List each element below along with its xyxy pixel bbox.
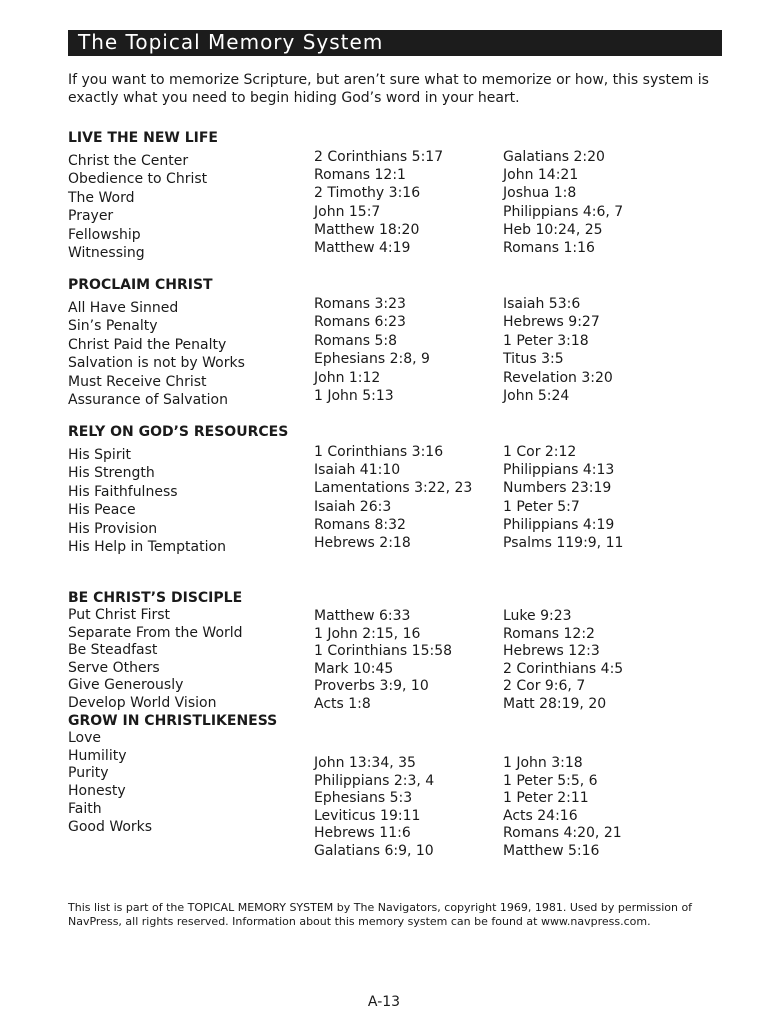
topic-item: Give Generously bbox=[68, 677, 184, 694]
verse-reference: 2 Corinthians 5:17 bbox=[314, 149, 444, 165]
topic-item: Salvation is not by Works bbox=[68, 355, 245, 372]
verse-reference: 1 Corinthians 3:16 bbox=[314, 444, 444, 460]
verse-reference: 1 John 3:18 bbox=[503, 755, 583, 771]
topic-item: Separate From the World bbox=[68, 624, 243, 641]
verse-reference: Titus 3:5 bbox=[503, 351, 564, 368]
topic-item: Assurance of Salvation bbox=[68, 392, 228, 409]
topic-item: Develop World Vision bbox=[68, 694, 217, 711]
intro-paragraph: If you want to memorize Scripture, but aren’t sure what to memorize or how, this system is exactly what you need to begin hiding God’s word in your heart. bbox=[68, 72, 709, 106]
verse-reference: 1 Peter 2:11 bbox=[503, 790, 589, 807]
verse-list-b-be-christs-disciple bbox=[503, 608, 623, 714]
verse-reference: Revelation 3:20 bbox=[503, 369, 613, 386]
topic-item: Christ the Center bbox=[68, 153, 189, 169]
verse-reference: Isaiah 53:6 bbox=[503, 296, 581, 312]
verse-reference: John 13:34, 35 bbox=[314, 755, 416, 771]
verse-list-a-proclaim-christ bbox=[314, 295, 430, 405]
verse-reference: John 5:24 bbox=[503, 388, 570, 405]
verse-reference: Romans 4:20, 21 bbox=[503, 825, 622, 842]
verse-list-a-live-the-new-life bbox=[314, 148, 443, 257]
verse-list-a-grow-in-christlikeness bbox=[314, 755, 434, 861]
topic-item: Good Works bbox=[68, 818, 153, 835]
verse-reference: 1 John 5:13 bbox=[314, 388, 394, 405]
verse-reference: Matthew 4:19 bbox=[314, 240, 411, 257]
topic-item: His Strength bbox=[68, 465, 155, 482]
verse-reference: Psalms 119:9, 11 bbox=[503, 535, 624, 552]
verse-reference: 2 Corinthians 4:5 bbox=[503, 660, 624, 677]
section-heading-live-the-new-life: LIVE THE NEW LIFE bbox=[68, 130, 218, 146]
topic-item: Sin’s Penalty bbox=[68, 318, 158, 335]
topic-item: Witnessing bbox=[68, 245, 145, 262]
topic-list-proclaim-christ bbox=[68, 299, 245, 409]
topic-item: His Spirit bbox=[68, 447, 131, 463]
topic-item: His Help in Temptation bbox=[68, 539, 226, 556]
verse-reference: Philippians 4:13 bbox=[503, 462, 615, 479]
topic-item: Love bbox=[68, 730, 102, 746]
verse-reference: Luke 9:23 bbox=[503, 608, 572, 624]
verse-list-b-live-the-new-life bbox=[503, 148, 623, 257]
verse-reference: Romans 5:8 bbox=[314, 332, 398, 349]
verse-reference: Acts 24:16 bbox=[503, 807, 578, 824]
page-title: The Topical Memory System bbox=[78, 30, 384, 54]
verse-reference: 1 Cor 2:12 bbox=[503, 444, 577, 460]
verse-reference: Romans 6:23 bbox=[314, 314, 406, 331]
verse-reference: 2 Timothy 3:16 bbox=[314, 185, 421, 202]
topic-list-grow-in-christlikeness bbox=[68, 730, 152, 836]
verse-reference: Matt 28:19, 20 bbox=[503, 695, 607, 712]
verse-reference: Ephesians 5:3 bbox=[314, 790, 413, 807]
verse-reference: Romans 3:23 bbox=[314, 296, 406, 312]
verse-reference: Hebrews 2:18 bbox=[314, 535, 411, 552]
topic-item: The Word bbox=[68, 189, 135, 206]
verse-reference: Philippians 2:3, 4 bbox=[314, 772, 435, 789]
verse-reference: 1 Peter 3:18 bbox=[503, 332, 589, 349]
topic-item: Prayer bbox=[68, 208, 114, 225]
verse-reference: 1 John 2:15, 16 bbox=[314, 625, 421, 642]
section-heading-rely-on-gods-resources: RELY ON GOD’S RESOURCES bbox=[68, 424, 289, 440]
verse-reference: Isaiah 41:10 bbox=[314, 462, 401, 479]
topic-item: Christ Paid the Penalty bbox=[68, 336, 227, 353]
verse-reference: Heb 10:24, 25 bbox=[503, 221, 603, 238]
topic-item: Purity bbox=[68, 765, 109, 782]
title-bar bbox=[68, 30, 722, 56]
verse-list-a-rely-on-gods-resources bbox=[314, 443, 472, 552]
verse-reference: Ephesians 2:8, 9 bbox=[314, 351, 430, 368]
verse-reference: John 15:7 bbox=[314, 203, 381, 220]
copyright-note: This list is part of the TOPICAL MEMORY SYSTEM by The Navigators, copyright 1969, 1981. Used by permission of NavPress, all rights reserved. Information about this memory system can be found at www.navpress.com. bbox=[68, 901, 693, 928]
topic-item: All Have Sinned bbox=[68, 300, 179, 316]
topic-list-live-the-new-life bbox=[68, 152, 207, 262]
verse-reference: Hebrews 11:6 bbox=[314, 825, 411, 842]
topic-item: His Faithfulness bbox=[68, 483, 178, 500]
verse-reference: Mark 10:45 bbox=[314, 660, 394, 677]
topic-list-be-christs-disciple bbox=[68, 607, 243, 713]
verse-reference: Romans 8:32 bbox=[314, 516, 406, 533]
verse-reference: Romans 12:1 bbox=[314, 167, 406, 184]
verse-list-b-proclaim-christ bbox=[503, 295, 613, 405]
verse-reference: Hebrews 12:3 bbox=[503, 643, 600, 660]
verse-list-a-be-christs-disciple bbox=[314, 608, 452, 714]
topic-item: His Peace bbox=[68, 502, 136, 519]
verse-reference: Leviticus 19:11 bbox=[314, 807, 421, 824]
verse-reference: Matthew 5:16 bbox=[503, 842, 600, 859]
page-number: A-13 bbox=[367, 994, 401, 1010]
verse-reference: Numbers 23:19 bbox=[503, 480, 612, 497]
verse-list-b-rely-on-gods-resources bbox=[503, 443, 623, 552]
section-heading-grow-in-christlikeness: GROW IN CHRISTLIKENESS bbox=[68, 713, 278, 729]
topic-item: Serve Others bbox=[68, 659, 160, 676]
topic-item: Honesty bbox=[68, 783, 126, 800]
verse-reference: Philippians 4:19 bbox=[503, 516, 615, 533]
section-heading-proclaim-christ: PROCLAIM CHRIST bbox=[68, 277, 213, 293]
verse-list-b-grow-in-christlikeness bbox=[503, 755, 622, 861]
topic-item: Be Steadfast bbox=[68, 642, 158, 659]
verse-reference: 1 Peter 5:7 bbox=[503, 498, 580, 515]
verse-reference: Isaiah 26:3 bbox=[314, 498, 392, 515]
verse-reference: Romans 1:16 bbox=[503, 240, 595, 257]
topic-item: Humility bbox=[68, 747, 127, 764]
verse-reference: Acts 1:8 bbox=[314, 695, 371, 712]
verse-reference: Galatians 2:20 bbox=[503, 149, 605, 165]
verse-reference: Proverbs 3:9, 10 bbox=[314, 678, 429, 695]
verse-reference: Matthew 18:20 bbox=[314, 221, 420, 238]
topic-item: Fellowship bbox=[68, 226, 141, 243]
verse-reference: 2 Cor 9:6, 7 bbox=[503, 678, 586, 695]
section-heading-be-christs-disciple: BE CHRIST’S DISCIPLE bbox=[68, 590, 243, 606]
topic-item: Must Receive Christ bbox=[68, 373, 207, 390]
topic-item: Put Christ First bbox=[68, 607, 170, 623]
verse-reference: Romans 12:2 bbox=[503, 625, 595, 642]
verse-reference: John 1:12 bbox=[314, 369, 381, 386]
verse-reference: Hebrews 9:27 bbox=[503, 314, 600, 331]
verse-reference: 1 Peter 5:5, 6 bbox=[503, 772, 598, 789]
verse-reference: Joshua 1:8 bbox=[503, 185, 577, 202]
verse-reference: 1 Corinthians 15:58 bbox=[314, 643, 453, 660]
topic-item: Faith bbox=[68, 800, 102, 817]
topic-list-rely-on-gods-resources bbox=[68, 446, 226, 556]
verse-reference: Philippians 4:6, 7 bbox=[503, 203, 624, 220]
verse-reference: John 14:21 bbox=[503, 167, 579, 184]
verse-reference: Lamentations 3:22, 23 bbox=[314, 480, 473, 497]
verse-reference: Galatians 6:9, 10 bbox=[314, 842, 434, 859]
topic-item: Obedience to Christ bbox=[68, 171, 208, 188]
topic-item: His Provision bbox=[68, 520, 158, 537]
verse-reference: Matthew 6:33 bbox=[314, 608, 411, 624]
